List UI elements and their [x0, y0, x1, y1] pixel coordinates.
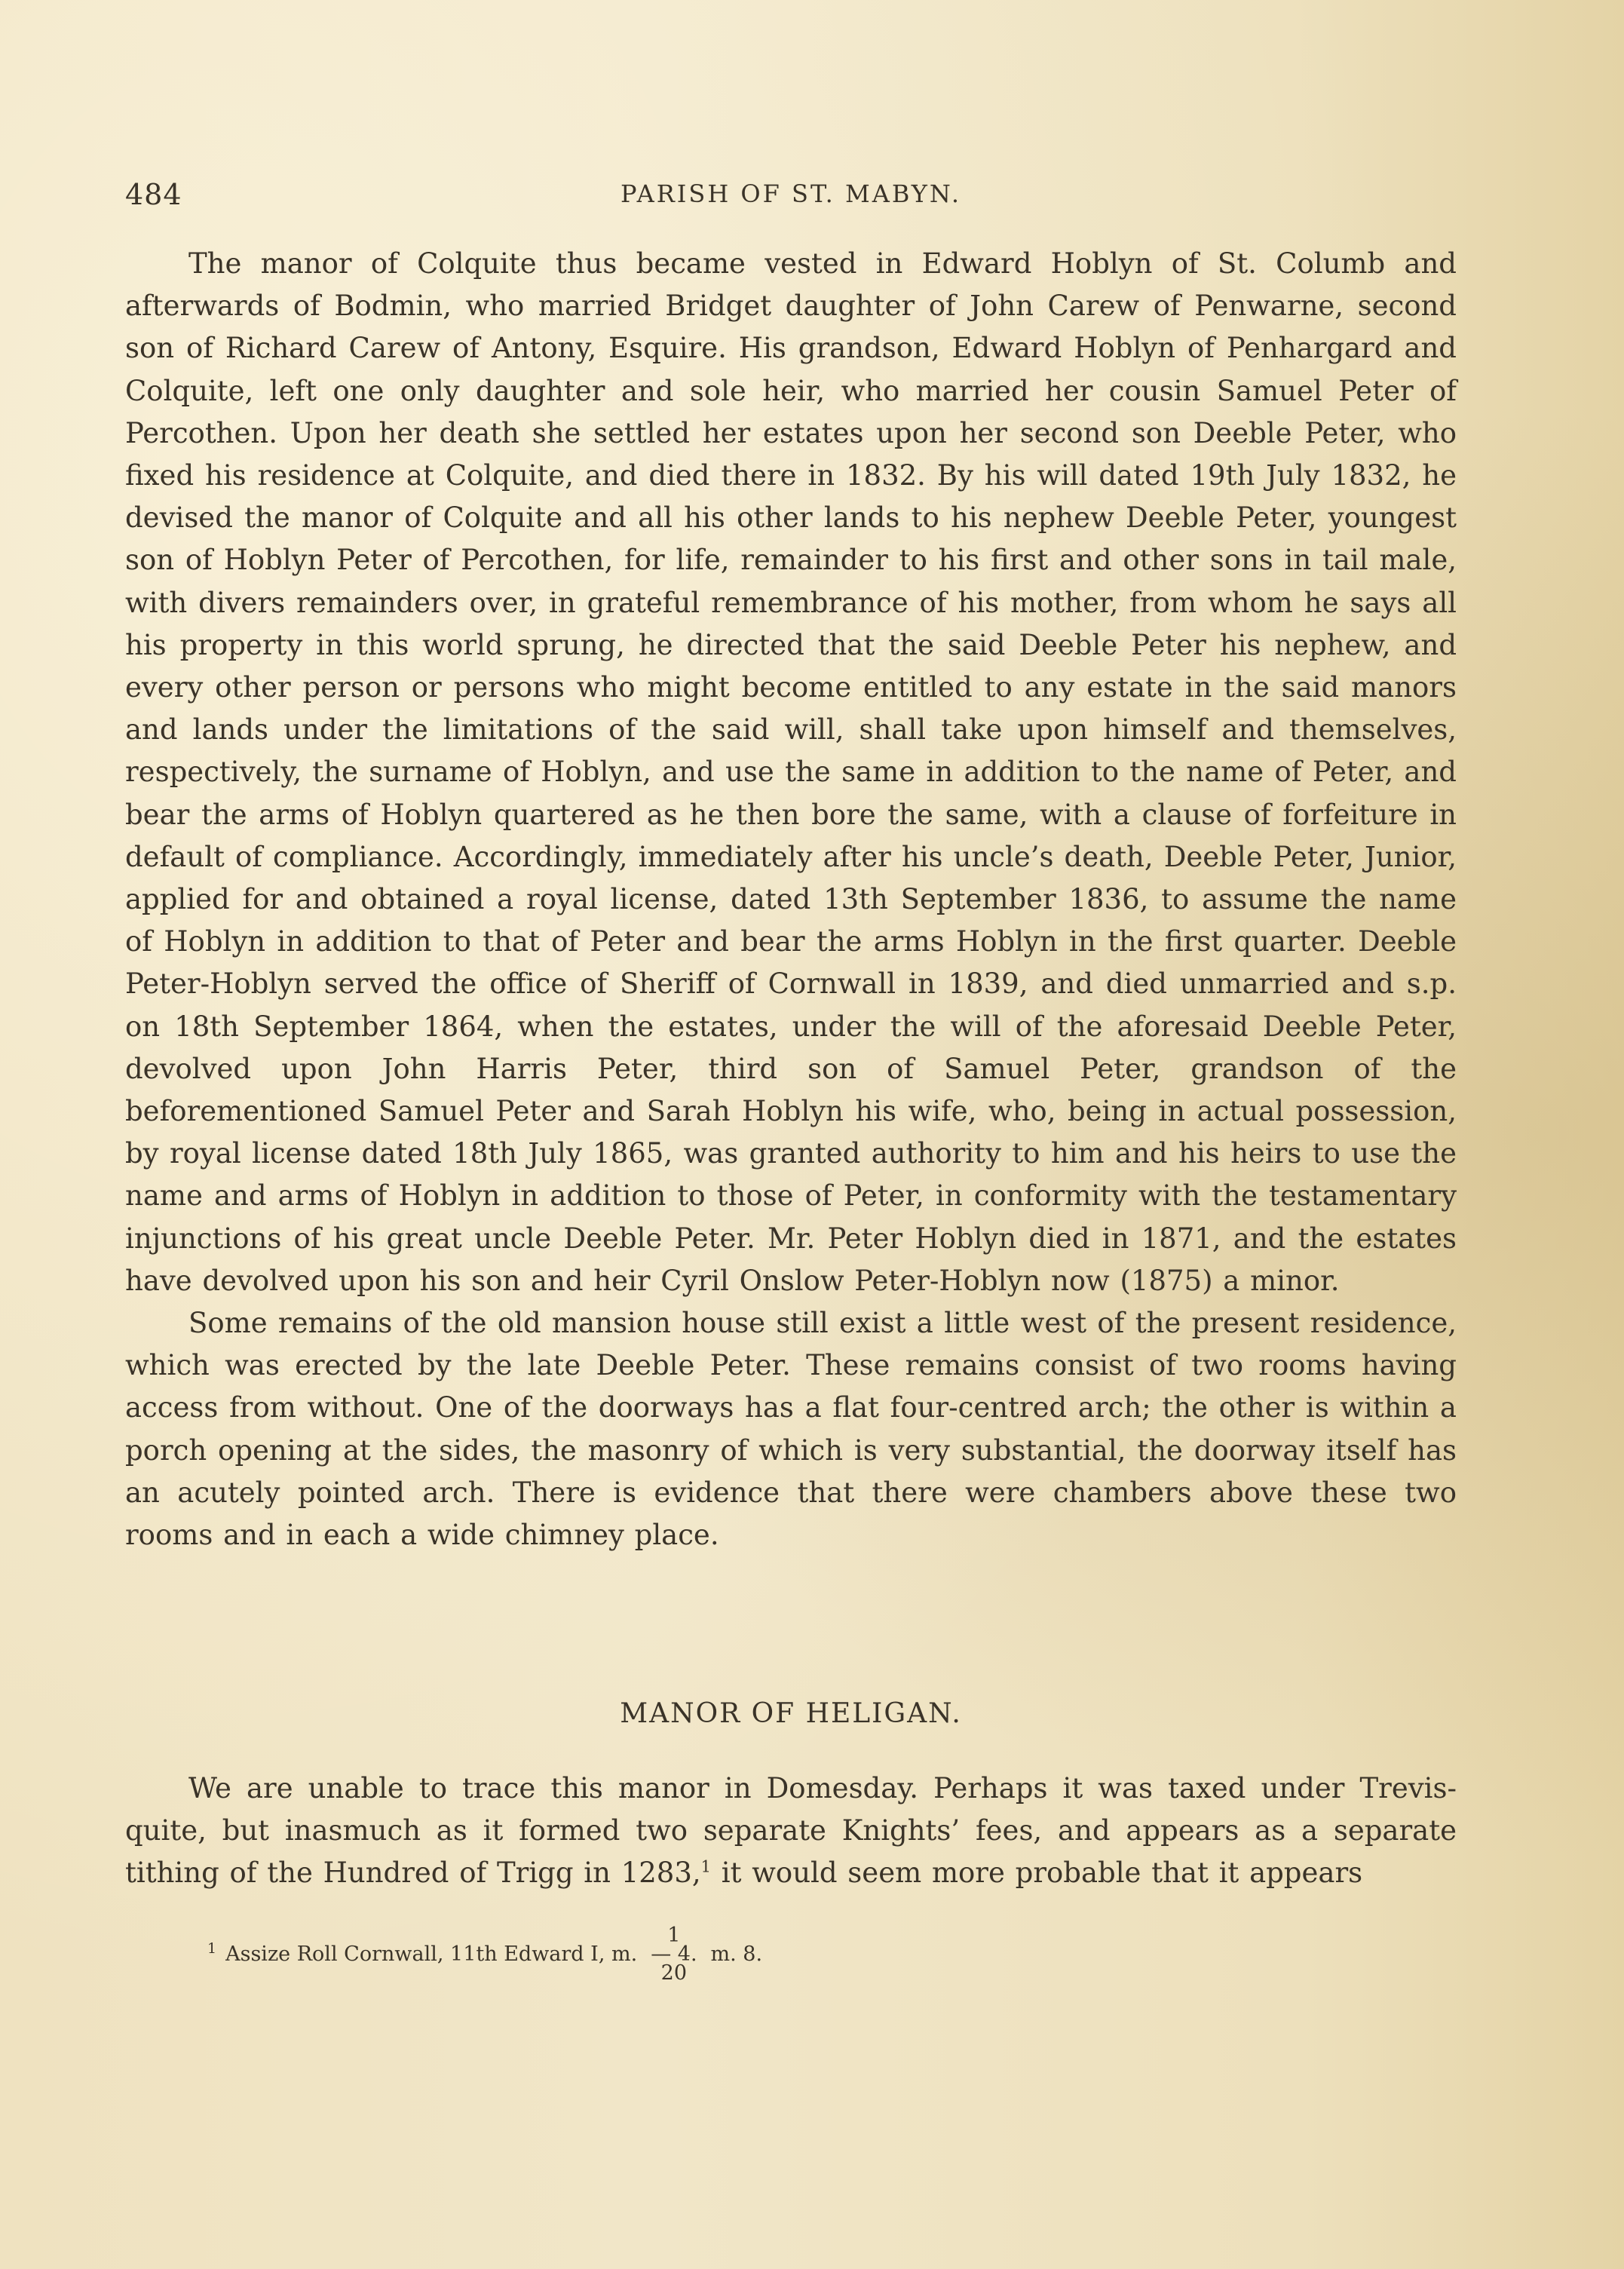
section-text-end: it would seem more probable that it appears [711, 1857, 1363, 1890]
footnote-text: Assize Roll Cornwall, 11th Edward I, m. [225, 1942, 638, 1966]
section-heading: MANOR OF HELIGAN. [620, 1698, 962, 1729]
footnote-marker: 1 [207, 1940, 217, 1957]
fraction-numerator: 1 [667, 1924, 681, 1947]
section-paragraph [125, 1768, 1457, 1895]
fraction-denominator: 20 [660, 1961, 688, 1985]
footnote-suffix: m. 8. [710, 1942, 763, 1966]
paragraph: The manor of Colquite thus became vested in Edward Hoblyn of St. Columb and afterwards of Bodmin, who married Bridget daughter of John Carew of Penwarne, second son of Richard Carew of Antony, Esquire. His grandson, Edward Hoblyn of Penhargard and Colquite, left one only daughter and sole heir, who married her cousin Samuel Peter of Percothen. Upon her death she settled her estates upon her second son Deeble Peter, who fixed his residence at Colquite, and died there in 1832. By his will dated 19th July 1832, he devised the manor of Colquite and all his other lands to his nephew Deeble Peter, youngest son of Hoblyn Peter of Percothen, for life, remainder to his first and other sons in tail male, with divers remainders over, in grateful remembrance of his mother, from whom he says all his property in this world sprung, he directed that the said Deeble Peter his nephew, and every other person or persons who might become entitled to any estate in the said manors and lands under the limitations of the said will, shall take upon himself and themselves, respectively, the surname of Hoblyn, and use the same in addition to the name of Peter, and bear the arms of Hoblyn quartered as he then bore the same, with a clause of forfeiture in default of compliance. Accordingly, immediately after his uncle’s death, Deeble Peter, Junior, applied for and obtained a royal license, dated 13th September 1836, to assume the name of Hoblyn in addition to that of Peter and bear the arms Hoblyn in the first quarter. Deeble Peter-Hoblyn served the office of Sheriff of Cornwall in 1839, and died unmarried and s.p. on 18th September 1864, when the estates, under the will of the aforesaid Deeble Peter, devolved upon John Harris Peter, third son of Samuel Peter, grandson of the beforementioned Samuel Peter and Sarah Hoblyn his wife, who, being in actual possession, by royal license dated 18th July 1865, was granted authority to him and his heirs to use the name and arms of Hoblyn in addition to those of Peter, in conformity with the testamentary injunctions of his great uncle Deeble Peter. Mr. Peter Hoblyn died in 1871, and the estates have devolved upon his son and heir Cyril Onslow Peter-Hoblyn now (1875) a minor. [125, 247, 1457, 1297]
running-title: PARISH OF ST. MABYN. [620, 179, 962, 208]
footnote-fraction [651, 1924, 697, 1985]
footnote [207, 1924, 762, 1985]
running-head [125, 178, 1457, 214]
main-text [125, 243, 1457, 1556]
page-number: 484 [125, 178, 182, 211]
section-text-start: We are unable to trace this manor in Domesday. Perhaps it was taxed under Trevis-quite, but inasmuch as it formed two separate Knights’ fees, and appears as a separate tithing of the Hundred of Trigg in 1283, [125, 1772, 1457, 1890]
footnote-reference[interactable]: 1 [700, 1858, 712, 1877]
paragraph: Some remains of the old mansion house still exist a little west of the present residence, which was erected by the late Deeble Peter. These remains consist of two rooms having access from without. One of the doorways has a flat four-centred arch; the other is within a porch opening at the sides, the masonry of which is very substantial, the doorway itself has an acutely pointed arch. There is evidence that there were chambers above these two rooms and in each a wide chimney place. [125, 1307, 1457, 1552]
fraction-bar: — 4. [651, 1942, 697, 1966]
